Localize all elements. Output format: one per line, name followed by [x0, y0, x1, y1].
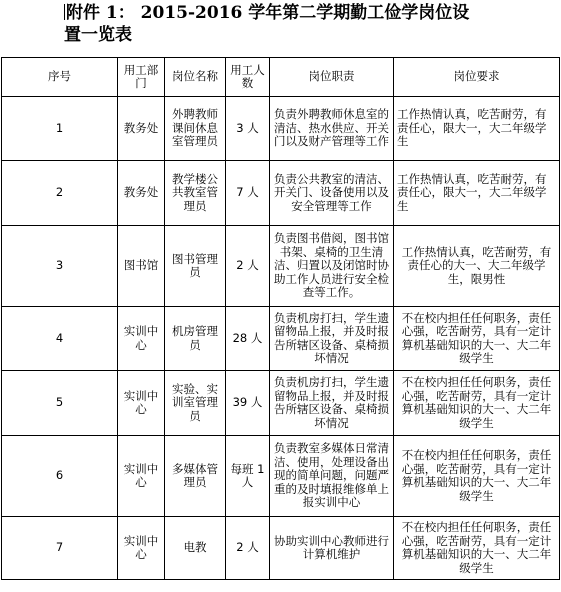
cell-post: 教学楼公共教室管理员 [165, 161, 226, 226]
table-row [2, 517, 560, 580]
cell-post: 电教 [165, 517, 226, 580]
cell-req: 工作热情认真，吃苦耐劳，有责任心，限大一，大二年级学生 [394, 161, 560, 226]
cell-count: 28 人 [226, 307, 270, 371]
cell-no: 5 [2, 371, 118, 436]
cell-req: 不在校内担任任何职务，责任心强，吃苦耐劳，具有一定计算机基础知识的大一、大二年级学生 [394, 436, 560, 517]
cell-count: 2 人 [226, 226, 270, 307]
cell-count: 3 人 [226, 97, 270, 161]
table-header-row [2, 58, 560, 97]
cell-no: 7 [2, 517, 118, 580]
cell-req: 不在校内担任任何职务，责任心强，吃苦耐劳，具有一定计算机基础知识的大一、大二年级学生 [394, 307, 560, 371]
cell-duty: 协助实训中心教师进行计算机维护 [270, 517, 394, 580]
cell-req: 不在校内担任任何职务，责任心强，吃苦耐劳，具有一定计算机基础知识的大一、大二年级学生 [394, 371, 560, 436]
cell-count: 2 人 [226, 517, 270, 580]
cell-dept: 实训中心 [118, 436, 165, 517]
cell-no: 2 [2, 161, 118, 226]
cell-dept: 实训中心 [118, 517, 165, 580]
header-no: 序号 [2, 58, 118, 97]
header-post: 岗位名称 [165, 58, 226, 97]
header-duty: 岗位职责 [270, 58, 394, 97]
table-row [2, 161, 560, 226]
header-req: 岗位要求 [394, 58, 560, 97]
cell-post: 实验、实训室管理员 [165, 371, 226, 436]
table-row [2, 97, 560, 161]
cell-count: 7 人 [226, 161, 270, 226]
table-row [2, 226, 560, 307]
cell-no: 1 [2, 97, 118, 161]
cell-post: 外聘教师课间休息室管理员 [165, 97, 226, 161]
cell-dept: 实训中心 [118, 371, 165, 436]
cell-duty: 负责外聘教师休息室的清洁、热水供应、开关门以及财产管理等工作 [270, 97, 394, 161]
table-row [2, 371, 560, 436]
title-line-2: 置一览表 [64, 25, 132, 45]
header-count: 用工人数 [226, 58, 270, 97]
document-title [64, 2, 554, 46]
cell-post: 机房管理员 [165, 307, 226, 371]
cell-dept: 实训中心 [118, 307, 165, 371]
cell-no: 4 [2, 307, 118, 371]
header-dept: 用工部门 [118, 58, 165, 97]
cell-count: 每班 1 人 [226, 436, 270, 517]
cell-no: 6 [2, 436, 118, 517]
text-cursor [64, 4, 65, 20]
cell-post: 图书管理员 [165, 226, 226, 307]
cell-dept: 教务处 [118, 161, 165, 226]
cell-no: 3 [2, 226, 118, 307]
cell-req: 不在校内担任任何职务，责任心强，吃苦耐劳，具有一定计算机基础知识的大一、大二年级学生 [394, 517, 560, 580]
cell-req: 工作热情认真，吃苦耐劳，有责任心的大一、大二年级学生，限男性 [394, 226, 560, 307]
cell-duty: 负责图书借阅，图书馆书架、桌椅的卫生清洁、归置以及闭馆时协助工作人员进行安全检查等工作。 [270, 226, 394, 307]
title-line-1: 附件 1： 2015-2016 学年第二学期勤工俭学岗位设 [66, 3, 470, 23]
table-row [2, 436, 560, 517]
cell-req: 工作热情认真，吃苦耐劳，有责任心，限大一，大二年级学生 [394, 97, 560, 161]
cell-count: 39 人 [226, 371, 270, 436]
cell-duty: 负责机房打扫，学生遗留物品上报，并及时报告所辖区设备、桌椅损坏情况 [270, 307, 394, 371]
cell-post: 多媒体管理员 [165, 436, 226, 517]
positions-table [1, 57, 560, 580]
cell-dept: 图书馆 [118, 226, 165, 307]
cell-dept: 教务处 [118, 97, 165, 161]
table-row [2, 307, 560, 371]
cell-duty: 负责机房打扫，学生遗留物品上报，并及时报告所辖区设备、桌椅损坏情况 [270, 371, 394, 436]
cell-duty: 负责教室多媒体日常清洁、使用，处理设备出现的简单问题，问题严重的及时填报维修单上报实训中心 [270, 436, 394, 517]
cell-duty: 负责公共教室的清洁、开关门、设备使用以及安全管理等工作 [270, 161, 394, 226]
